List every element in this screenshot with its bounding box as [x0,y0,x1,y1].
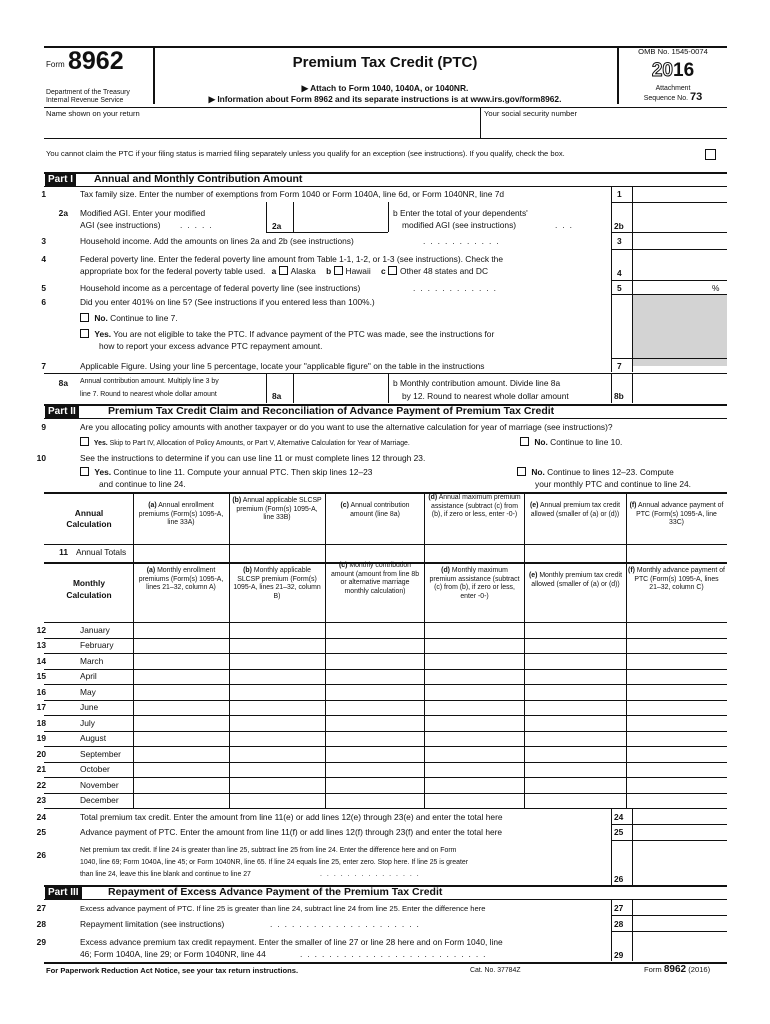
attachment-label: Attachment [655,85,691,92]
monthly-col-e-letter: (e) [528,572,538,579]
line-10-no-text2: your monthly PTC and continue to line 24. [535,479,691,489]
month-23c-input[interactable] [326,794,423,808]
line-10-yes-text2: and continue to line 24. [99,479,186,489]
tax-year-bold: 16 [673,60,695,81]
annual-calc-label1: Annual [74,508,104,518]
paperwork-notice: For Paperwork Reduction Act Notice, see your tax return instructions. [46,966,299,975]
line-2a-text1: Modified AGI. Enter your modified [80,208,206,218]
line-8a-input[interactable] [294,375,387,402]
month-line-number: 17 [36,702,46,712]
annual-col-e-letter: (e) [529,502,539,509]
line-3-number: 3 [41,236,46,246]
line-8a-number: 8a [58,378,68,388]
line-26-text1: Net premium tax credit. If line 24 is greater than line 25, subtract line 25 from line 24. Enter the difference here and on Form [80,847,457,854]
ssn-field[interactable] [484,119,725,137]
line-6-number: 6 [41,297,46,307]
info-instruction: ▶ Information about Form 8962 and its separate instructions is at www.irs.gov/form8962. [208,94,562,104]
month-23b-input[interactable] [230,794,324,808]
line-4-box: 4 [617,268,622,278]
month-line-number: 19 [36,733,46,743]
month-18c-input[interactable] [326,716,423,730]
month-19f-input[interactable] [627,732,726,746]
month-17f-input[interactable] [627,701,726,715]
line-8b-input[interactable] [634,375,726,402]
month-12b-input[interactable] [230,623,324,637]
month-16c-input[interactable] [326,685,423,699]
sequence-number: 73 [690,91,703,103]
monthly-col-f-header [628,567,725,593]
line-6-no-checkbox[interactable] [80,313,89,322]
month-23a-input[interactable] [134,794,228,808]
line-26-number: 26 [36,850,46,860]
other-48-states-checkbox[interactable] [388,266,397,275]
line-5-dots: ............ [413,283,501,293]
exception-checkbox[interactable] [705,149,716,160]
annual-col-a-text: Annual enrollment premiums (Form(s) 1095-A, line 33A) [138,502,224,527]
line-5-number: 5 [41,283,46,293]
month-19a-input[interactable] [134,732,228,746]
month-name: April [80,671,97,681]
month-12d-input[interactable] [425,623,523,637]
month-line-number: 13 [36,640,46,650]
annual-col-d-letter: (d) [428,494,438,501]
month-name: October [80,764,110,774]
monthly-calc-label2: Calculation [66,590,112,600]
line-29-dots: .......................... [300,949,491,959]
month-12c-input[interactable] [326,623,423,637]
month-18d-input[interactable] [425,716,523,730]
line-9-no-label: No. [534,437,548,447]
name-field[interactable] [46,119,480,137]
form-number: 8962 [68,47,124,75]
line-9-number: 9 [41,422,46,432]
line-11-number: 11 [59,547,68,557]
month-22a-input[interactable] [134,778,228,792]
line-28-box: 28 [614,919,624,929]
line-27-text: Excess advance payment of PTC. If line 25 is greater than line 24, subtract line 24 from line 25. Enter the difference here [80,904,486,913]
month-15e-input[interactable] [525,670,625,684]
month-21a-input[interactable] [134,763,228,777]
line-6-yes-row [80,329,610,340]
line-28-number: 28 [36,919,46,929]
line-5-percent: % [712,283,720,293]
month-line-number: 22 [36,779,46,790]
month-14c-input[interactable] [326,654,423,668]
attach-instruction: ▶ Attach to Form 1040, 1040A, or 1040NR. [301,83,469,93]
line-6-yes-text2: how to report your excess advance PTC repayment amount. [99,341,323,351]
annual-col-b-header [231,497,323,523]
month-17c-input[interactable] [326,701,423,715]
line-2a-box: 2a [272,221,282,231]
month-line-number: 18 [36,717,46,728]
month-14a-input[interactable] [134,654,228,668]
line-1-input[interactable] [634,187,726,201]
month-12a-input[interactable] [134,623,228,637]
month-23f-input[interactable] [627,794,726,808]
line-9-no-checkbox[interactable] [520,437,529,446]
name-label: Name shown on your return [46,109,140,118]
line-8a-text1: Annual contribution amount. Multiply line 3 by [80,378,219,385]
part-3-label: Part III [45,886,82,899]
month-16d-input[interactable] [425,685,523,699]
line-8a-box: 8a [272,391,282,401]
catalog-number: Cat. No. 37784Z [470,967,521,974]
line-24-input[interactable] [634,809,726,823]
line-4-number: 4 [41,254,46,264]
line-26-text3: than line 24, leave this line blank and continue to line 27 [80,871,251,878]
month-20d-input[interactable] [425,747,523,761]
month-13a-input[interactable] [134,639,228,653]
monthly-calc-label1: Monthly [72,578,106,588]
month-14e-input[interactable] [525,654,625,668]
line-11e-input[interactable] [525,545,625,561]
footer-form-id [644,965,710,975]
month-22c-input[interactable] [326,778,423,792]
line-7-input[interactable] [634,359,726,371]
month-18b-input[interactable] [230,716,324,730]
shaded-area-line6 [633,294,727,366]
month-name: September [80,748,121,759]
monthly-col-a-text: Monthly enrollment premiums (Form(s) 1095-A, lines 21–32, column A) [138,567,224,592]
line-26-text2: 1040, line 69; Form 1040A, line 45; or Form 1040NR, line 65. If line 24 equals line 25, enter zero. Stop here. If line 25 is greater [80,859,469,866]
month-17b-input[interactable] [230,701,324,715]
annual-col-e-header [527,502,623,519]
footer-form-year: (2016) [688,965,711,974]
month-name: August [80,733,107,743]
monthly-col-c-header [330,562,420,597]
filing-status-notice: You cannot claim the PTC if your filing status is married filing separately unless you qualify for an exception (see instructions). If you qualify, check the box. [46,149,565,158]
month-20c-input[interactable] [326,747,423,761]
line-8b-box: 8b [614,391,624,401]
line-26-box: 26 [614,874,624,884]
line-29-box: 29 [614,950,624,960]
irs-label: Internal Revenue Service [46,97,124,104]
line-29-number: 29 [36,937,46,947]
month-18f-input[interactable] [627,716,726,730]
month-13b-input[interactable] [230,639,324,653]
sequence-label: Sequence No. [643,95,689,102]
monthly-col-e-header [526,572,625,589]
month-18e-input[interactable] [525,716,625,730]
line-11f-input[interactable] [627,545,726,561]
month-name: June [80,702,99,712]
month-22b-input[interactable] [230,778,324,792]
department-label: Department of the Treasury [46,89,130,96]
month-19e-input[interactable] [525,732,625,746]
line-25-number: 25 [36,827,46,837]
line-5-input[interactable] [634,281,710,293]
line-1-text: Tax family size. Enter the number of exemptions from Form 1040 or Form 1040A, line 6d, or Form 1040NR, line 7d [80,189,505,199]
month-line-number: 20 [36,748,46,759]
part-1-label: Part I [45,173,76,186]
month-17e-input[interactable] [525,701,625,715]
line-11-text: Annual Totals [76,547,127,557]
annual-col-a-letter: (a) [148,502,157,509]
monthly-col-a-header [135,567,227,593]
line-6-yes-checkbox[interactable] [80,329,89,338]
line-6-no-text: Continue to line 7. [110,313,178,323]
line-4a-letter: a [271,266,277,276]
line-6-no-row [80,313,178,324]
line-4c-letter: c [381,266,386,276]
line-4-input[interactable] [634,264,726,279]
hawaii-checkbox[interactable] [334,266,343,275]
month-12f-input[interactable] [627,623,726,637]
line-2b-dots: ... [555,220,577,230]
month-21d-input[interactable] [425,763,523,777]
month-line-number: 15 [36,671,46,681]
month-name: July [80,717,95,728]
form-word: Form [46,60,65,69]
line-29-text2: 46; Form 1040A, line 29; or Form 1040NR, line 44 [80,949,266,959]
line-11c-input[interactable] [326,545,423,561]
part-3-title: Repayment of Excess Advance Payment of the Premium Tax Credit [108,886,443,898]
line-4b-letter: b [326,266,332,276]
month-13c-input[interactable] [326,639,423,653]
line-4-text1: Federal poverty line. Enter the federal poverty line amount from Table 1-1, 1-2, or 1-3 (see instructions). Check the [80,254,503,264]
annual-col-f-header [628,502,725,528]
line-4-text2: appropriate box for the federal poverty table used. [80,266,266,276]
line-10-number: 10 [36,453,46,463]
alaska-label: Alaska [290,266,316,276]
annual-col-b-letter: (b) [232,497,242,504]
line-6-yes-label: Yes. [94,329,112,339]
line-6-text: Did you enter 401% on line 5? (See instructions if you entered less than 100%.) [80,297,375,307]
line-3-box: 3 [617,236,622,246]
month-16a-input[interactable] [134,685,228,699]
month-23e-input[interactable] [525,794,625,808]
monthly-col-d-letter: (d) [441,567,450,574]
monthly-col-e-text: Monthly premium tax credit allowed (smaller of (a) or (d)) [531,572,623,588]
month-20b-input[interactable] [230,747,324,761]
line-10-yes-row [80,467,372,478]
month-18a-input[interactable] [134,716,228,730]
line-2b-text1: b Enter the total of your dependents' [393,208,528,218]
ssn-label: Your social security number [484,109,577,118]
line-3-text: Household income. Add the amounts on lines 2a and 2b (see instructions) [80,236,354,246]
month-14b-input[interactable] [230,654,324,668]
monthly-col-a-letter: (a) [146,567,156,574]
line-29-input[interactable] [634,945,726,960]
line-26-dots: ............... [320,871,424,878]
tax-year-outline: 20 [651,60,673,81]
month-15f-input[interactable] [627,670,726,684]
month-17d-input[interactable] [425,701,523,715]
annual-col-d-text: Annual maximum premium assistance (subtract (c) from (b), if zero or less, enter -0-) [431,494,521,519]
line-28-input[interactable] [634,916,726,930]
month-name: February [80,640,114,650]
monthly-col-b-letter: (b) [243,567,252,574]
annual-col-c-letter: (c) [340,502,349,509]
line-9-yes-text: Skip to Part IV, Allocation of Policy Amounts, or Part V, Alternative Calculation for Year of Marriage. [109,440,410,447]
line-25-text: Advance payment of PTC. Enter the amount from line 11(f) or add lines 12(f) through 23(f) and enter the total here [80,827,503,837]
line-8b-text2: by 12. Round to nearest whole dollar amount [402,391,569,401]
month-21f-input[interactable] [627,763,726,777]
form-title: Premium Tax Credit (PTC) [292,54,478,71]
line-1-number: 1 [41,189,46,199]
line-2b-box: 2b [614,221,624,231]
monthly-col-d-text: Monthly maximum premium assistance (subtract (c) from (b), if zero or less, enter -0-) [429,567,520,601]
line-6-yes-text1: You are not eligible to take the PTC. If advance payment of the PTC was made, see the instructions for [113,329,495,339]
part-2-label: Part II [45,405,79,418]
monthly-col-c-text: Monthly contribution amount (amount from line 8b or alternative marriage monthly calculation) [330,562,420,596]
month-13e-input[interactable] [525,639,625,653]
monthly-col-f-letter: (f) [628,567,635,574]
line-27-box: 27 [614,903,624,913]
alaska-checkbox[interactable] [279,266,288,275]
line-24-text: Total premium tax credit. Enter the amount from line 11(e) or add lines 12(e) through 23(e) and enter the total here [80,812,503,822]
line-6-no-label: No. [94,313,108,323]
line-11b-input[interactable] [230,545,324,561]
line-10-no-row [517,467,674,478]
month-17a-input[interactable] [134,701,228,715]
line-11a-input[interactable] [134,545,228,561]
line-3-dots: ........... [423,236,504,246]
month-22d-input[interactable] [425,778,523,792]
other-48-states-label: Other 48 states and DC [400,266,488,276]
line-10-yes-checkbox[interactable] [80,467,89,476]
month-14f-input[interactable] [627,654,726,668]
line-9-text: Are you allocating policy amounts with another taxpayer or do you want to use the alternative calculation for year of marriage (see instructions)? [80,422,613,432]
month-12e-input[interactable] [525,623,625,637]
line-8b-text1: b Monthly contribution amount. Divide line 8a [393,378,561,388]
month-20e-input[interactable] [525,747,625,761]
line-9-no-text: Continue to line 10. [550,437,623,447]
line-4-text2-wrap [80,266,610,277]
month-20a-input[interactable] [134,747,228,761]
annual-col-b-text: Annual applicable SLCSP premium (Form(s) 1095-A, line 33B) [236,497,322,522]
month-22e-input[interactable] [525,778,625,792]
monthly-col-d-header [428,567,521,602]
month-name: January [80,624,110,635]
line-24-number: 24 [36,812,46,822]
line-27-number: 27 [36,903,46,913]
line-10-yes-text1: Continue to line 11. Compute your annual PTC. Then skip lines 12–23 [113,467,373,477]
monthly-col-c-letter: (c) [338,562,348,569]
month-21e-input[interactable] [525,763,625,777]
line-9-yes-checkbox[interactable] [80,437,89,446]
line-7-number: 7 [41,361,46,371]
monthly-col-b-text: Monthly applicable SLCSP premium (Form(s) 1095-A, lines 21–32, column B) [233,567,321,601]
month-23d-input[interactable] [425,794,523,808]
line-27-input[interactable] [634,900,726,914]
line-26-input[interactable] [634,870,726,884]
annual-col-c-text: Annual contribution amount (line 8a) [350,502,410,518]
line-10-no-text1: Continue to lines 12–23. Compute [547,467,674,477]
month-19d-input[interactable] [425,732,523,746]
tax-year [619,60,727,82]
month-13d-input[interactable] [425,639,523,653]
line-10-no-checkbox[interactable] [517,467,526,476]
line-24-box: 24 [614,812,624,822]
month-20f-input[interactable] [627,747,726,761]
month-22f-input[interactable] [627,778,726,792]
line-5-text: Household income as a percentage of federal poverty line (see instructions) [80,283,361,293]
annual-col-d-header [428,494,521,520]
line-2a-number: 2a [58,208,68,218]
omb-number: OMB No. 1545-0074 [638,47,708,56]
line-2a-dots: ..... [180,220,217,230]
month-14d-input[interactable] [425,654,523,668]
line-2a-input[interactable] [294,204,387,231]
month-19c-input[interactable] [326,732,423,746]
sequence-label-wrap [619,93,727,103]
line-3-input[interactable] [634,233,726,248]
annual-col-f-text: Annual advance payment of PTC (Form(s) 1095-A, line 33C) [636,502,724,527]
line-2b-input[interactable] [634,217,726,232]
line-28-text: Repayment limitation (see instructions) [80,919,225,929]
annual-col-c-header [330,502,420,519]
month-15d-input[interactable] [425,670,523,684]
line-9-yes-label: Yes. [93,440,108,447]
month-16b-input[interactable] [230,685,324,699]
month-line-number: 16 [36,686,46,697]
line-10-yes-label: Yes. [94,467,112,477]
line-28-dots: ..................... [270,919,424,929]
hawaii-label: Hawaii [345,266,371,276]
month-16f-input[interactable] [627,685,726,699]
line-10-no-label: No. [531,467,545,477]
line-11d-input[interactable] [425,545,523,561]
month-name: November [80,779,119,790]
month-line-number: 23 [36,795,46,805]
footer-form-word: Form [644,965,662,974]
line-1-box: 1 [617,189,622,199]
month-name: May [80,686,96,697]
line-25-input[interactable] [634,825,726,839]
line-2b-text2: modified AGI (see instructions) [402,220,517,230]
annual-col-a-header [135,502,227,528]
line-8a-text2: line 7. Round to nearest whole dollar amount [80,391,217,398]
line-5-box: 5 [617,283,622,293]
month-15c-input[interactable] [326,670,423,684]
month-15b-input[interactable] [230,670,324,684]
month-13f-input[interactable] [627,639,726,653]
month-19b-input[interactable] [230,732,324,746]
month-21c-input[interactable] [326,763,423,777]
line-9-no-row [520,437,622,448]
annual-col-f-letter: (f) [629,502,637,509]
line-9-yes-row [80,437,410,449]
line-10-text: See the instructions to determine if you can use line 11 or must complete lines 12 through 23. [80,453,426,463]
month-16e-input[interactable] [525,685,625,699]
month-line-number: 12 [36,624,46,635]
footer-form-number: 8962 [663,964,687,975]
line-25-box: 25 [614,827,624,837]
month-21b-input[interactable] [230,763,324,777]
month-name: December [80,795,119,805]
month-15a-input[interactable] [134,670,228,684]
line-7-text: Applicable Figure. Using your line 5 percentage, locate your "applicable figure" on the table in the instructions [80,361,485,371]
line-29-text1: Excess advance premium tax credit repayment. Enter the smaller of line 27 or line 28 here and on Form 1040, line [80,937,503,947]
annual-calc-label2: Calculation [66,519,112,529]
month-line-number: 21 [36,764,46,774]
annual-col-e-text: Annual premium tax credit allowed (smaller of (a) or (d)) [530,502,620,518]
month-name: March [80,655,104,666]
line-7-box: 7 [617,361,622,371]
monthly-col-b-header [231,567,323,602]
part-2-title: Premium Tax Credit Claim and Reconciliation of Advance Payment of Premium Tax Credit [108,405,555,417]
month-line-number: 14 [36,655,46,666]
part-1-title: Annual and Monthly Contribution Amount [94,173,303,185]
line-2a-text2: AGI (see instructions) [80,220,161,230]
monthly-col-f-text: Monthly advance payment of PTC (Form(s) 1095-A, lines 21–32, column C) [634,567,725,592]
